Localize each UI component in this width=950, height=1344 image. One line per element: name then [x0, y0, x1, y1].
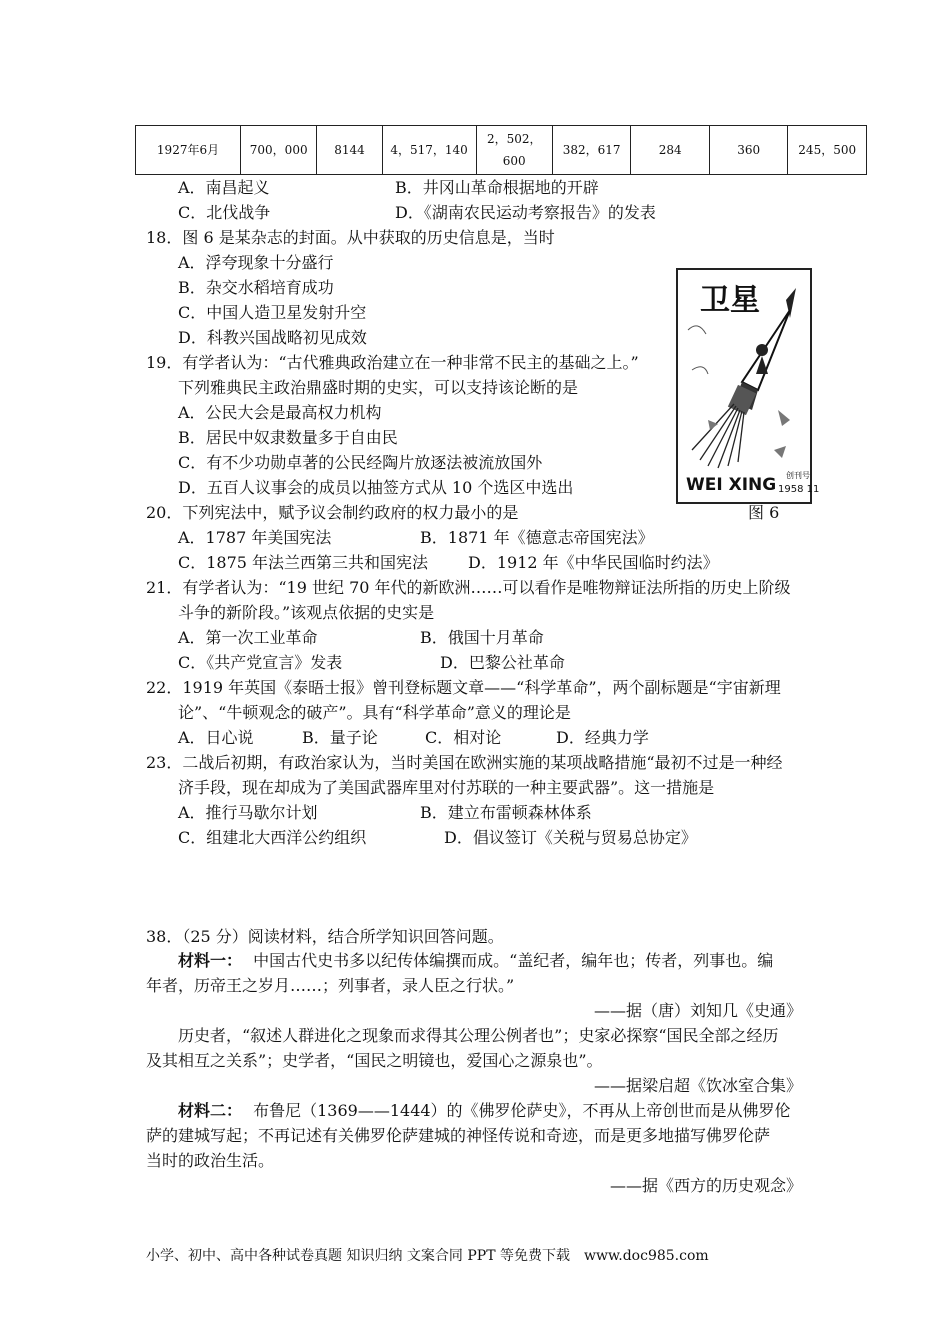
page-footer: 小学、初中、高中各种试卷真题 知识归纳 文案合同 PPT 等免费下载 www.doc985.com — [146, 1248, 709, 1264]
q19-option-a: A．公民大会是最高权力机构 — [178, 403, 382, 422]
data-table — [135, 125, 867, 175]
q20-option-c: C．1875 年法兰西第三共和国宪法 — [178, 553, 429, 572]
q18-option-a: A．浮夸现象十分盛行 — [178, 253, 334, 272]
q19-option-c: C．有不少功勋卓著的公民经陶片放逐法被流放国外 — [178, 453, 543, 472]
q38-material2-line2: 萨的建城写起；不再记述有关佛罗伦萨建城的神怪传说和奇迹，而是更多地描写佛罗伦萨 — [146, 1126, 771, 1145]
rocket-illustration — [678, 270, 820, 502]
q38-material1-line2: 年者，历帝王之岁月……；列事者，录人臣之行状。” — [146, 976, 515, 995]
q20-option-d: D．1912 年《中华民国临时约法》 — [468, 553, 719, 572]
q20-option-a: A．1787 年美国宪法 — [178, 528, 332, 547]
q23-stem-line1: 23．二战后初期，有政治家认为，当时美国在欧洲实施的某项战略措施“最初不过是一种经 — [146, 753, 783, 772]
q19-stem-line2: 下列雅典民主政治鼎盛时期的史实，可以支持该论断的是 — [178, 378, 579, 397]
q38-stem: 38．（25 分）阅读材料，结合所学知识回答问题。 — [146, 927, 504, 946]
q18-option-b: B．杂交水稻培育成功 — [178, 278, 334, 297]
q38-material2-line1 — [178, 1098, 791, 1123]
q19-option-b: B．居民中奴隶数量多于自由民 — [178, 428, 398, 447]
q22-option-a: A．日心说 — [178, 728, 254, 747]
q38-material1-para2-line2: 及其相互之关系”；史学者，“国民之明镜也，爱国心之源泉也”。 — [146, 1051, 603, 1070]
table-cell: 245，500 — [788, 126, 867, 175]
q23-option-a: A．推行马歇尔计划 — [178, 803, 318, 822]
material1-label: 材料一： — [178, 951, 243, 970]
q21-option-d: D．巴黎公社革命 — [440, 653, 565, 672]
q23-option-b: B．建立布雷顿森林体系 — [420, 803, 592, 822]
q22-stem-line1: 22．1919 年英国《泰晤士报》曾刊登标题文章——“科学革命”，两个副标题是“宇宙新理 — [146, 678, 781, 697]
cover-date: 1958 11 — [778, 484, 820, 495]
q21-option-a: A．第一次工业革命 — [178, 628, 318, 647]
q20-option-b: B．1871 年《德意志帝国宪法》 — [420, 528, 654, 547]
q19-option-d: D．五百人议事会的成员以抽签方式从 10 个选区中选出 — [178, 478, 574, 497]
q20-stem: 20．下列宪法中，赋予议会制约政府的权力最小的是 — [146, 503, 519, 522]
q17-option-c: C．北伐战争 — [178, 203, 271, 222]
q18-option-d: D．科教兴国战略初见成效 — [178, 328, 367, 347]
figure-caption: 图 6 — [748, 503, 780, 522]
table-row — [136, 126, 867, 175]
table-cell: 284 — [631, 126, 710, 175]
material1-source: ——据（唐）刘知几《史通》 — [593, 1001, 802, 1020]
q23-stem-line2: 济手段，现在却成为了美国武器库里对付苏联的一种主要武器”。这一措施是 — [178, 778, 715, 797]
material2-source: ——据《西方的历史观念》 — [609, 1176, 802, 1195]
table-cell: 382，617 — [552, 126, 631, 175]
q22-option-d: D．经典力学 — [556, 728, 649, 747]
q38-material2-line3: 当时的政治生活。 — [146, 1151, 275, 1170]
q38-material1-line1 — [178, 948, 773, 973]
cover-title-en: WEI XING — [686, 475, 777, 495]
cover-issue: 创刊号 — [786, 471, 810, 480]
q17-option-b: B．井冈山革命根据地的开辟 — [395, 178, 599, 197]
material1-source2: ——据梁启超《饮冰室合集》 — [593, 1076, 802, 1095]
q22-option-b: B．量子论 — [302, 728, 378, 747]
cover-title-cn: 卫星 — [700, 283, 760, 318]
table-cell: 2，502，600 — [476, 126, 552, 175]
table-cell: 700，000 — [241, 126, 317, 175]
q18-stem: 18．图 6 是某杂志的封面。从中获取的历史信息是，当时 — [146, 228, 555, 247]
q22-stem-line2: 论”、“牛顿观念的破产”。具有“科学革命”意义的理论是 — [178, 703, 571, 722]
table-cell: 1927年6月 — [136, 126, 241, 175]
q19-stem-line1: 19．有学者认为：“古代雅典政治建立在一种非常不民主的基础之上。” — [146, 353, 639, 372]
material1-text: 中国古代史书多以纪传体编撰而成。“盖纪者，编年也；传者，列事也。编 — [253, 951, 774, 970]
q22-option-c: C．相对论 — [425, 728, 502, 747]
q18-option-c: C．中国人造卫星发射升空 — [178, 303, 367, 322]
q21-stem-line1: 21．有学者认为：“19 世纪 70 年代的新欧洲……可以看作是唯物辩证法所指的历史上阶级 — [146, 578, 791, 597]
material2-text: 布鲁尼（1369——1444）的《佛罗伦萨史》，不再从上帝创世而是从佛罗伦 — [253, 1101, 791, 1120]
magazine-cover-figure — [676, 268, 820, 504]
table-cell: 4，517，140 — [382, 126, 476, 175]
table-cell: 360 — [709, 126, 788, 175]
table-cell: 8144 — [317, 126, 382, 175]
q17-option-d: D．《湖南农民运动考察报告》的发表 — [395, 203, 656, 222]
q23-option-d: D．倡议签订《关税与贸易总协定》 — [444, 828, 697, 847]
q21-option-b: B．俄国十月革命 — [420, 628, 544, 647]
q23-option-c: C．组建北大西洋公约组织 — [178, 828, 367, 847]
material2-label: 材料二： — [178, 1101, 243, 1120]
q21-option-c: C．《共产党宣言》发表 — [178, 653, 343, 672]
q21-stem-line2: 斗争的新阶段。”该观点依据的史实是 — [178, 603, 435, 622]
q38-material1-para2-line1: 历史者，“叙述人群进化之现象而求得其公理公例者也”；史家必探察“国民全部之经历 — [178, 1026, 779, 1045]
q17-option-a: A．南昌起义 — [178, 178, 270, 197]
